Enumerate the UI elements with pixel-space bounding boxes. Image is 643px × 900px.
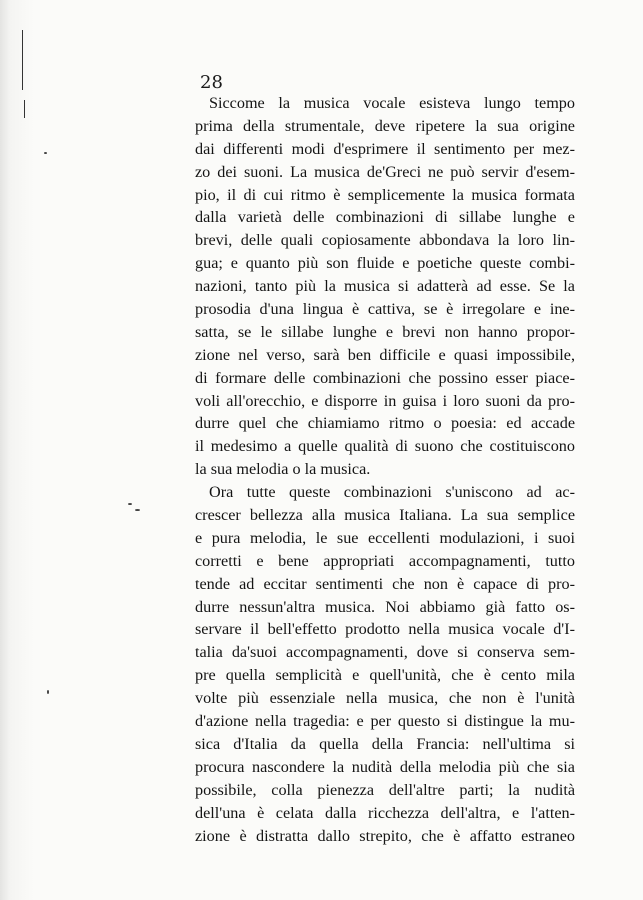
text-line: talia da'suoi accompagnamenti, dove si conserva sem- bbox=[195, 643, 575, 662]
text-line: Ora tutte queste combinazioni s'uniscono ad ac- bbox=[209, 483, 575, 502]
page-binding-edge bbox=[0, 0, 34, 900]
text-line: volte più essenziale nella musica, che non è l'unità bbox=[195, 689, 575, 708]
text-line: voli all'orecchio, e disporre in guisa i loro suoni da pro- bbox=[195, 391, 575, 410]
text-line: tende ad eccitar sentimenti che non è capace di pro- bbox=[195, 574, 575, 593]
text-line: la sua melodia o la musica. bbox=[195, 460, 371, 479]
text-line: Siccome la musica vocale esisteva lungo tempo bbox=[209, 94, 575, 112]
text-line: dai differenti modi d'esprimere il sentimento per mez- bbox=[195, 139, 575, 158]
text-line: corretti e bene appropriati accompagnamenti, tutto bbox=[195, 551, 575, 570]
ink-speck bbox=[47, 690, 49, 694]
paragraph bbox=[195, 481, 575, 847]
text-line: satta, se le sillabe lunghe e brevi non hanno propor- bbox=[195, 322, 575, 341]
text-line: brevi, delle quali copiosamente abbondava la loro lin- bbox=[195, 231, 575, 250]
text-line: durre nessun'altra musica. Noi abbiamo già fatto os- bbox=[195, 597, 575, 616]
text-line: il medesimo a quelle qualità di suono che costituiscono bbox=[195, 437, 575, 456]
text-line: prosodia d'una lingua è cattiva, se è irregolare e ine- bbox=[195, 300, 575, 319]
binding-mark bbox=[24, 100, 25, 118]
text-line: zione nel verso, sarà ben difficile e quasi impossibile, bbox=[195, 345, 575, 364]
text-line: dell'una è celata dalla ricchezza dell'altra, e l'atten- bbox=[195, 803, 575, 822]
text-line: sica d'Italia da quella della Francia: nell'ultima si bbox=[195, 734, 575, 753]
text-line: durre quel che chiamiamo ritmo o poesia: ed accade bbox=[195, 414, 575, 433]
text-line: zione è distratta dallo strepito, che è affatto estraneo bbox=[195, 826, 575, 845]
page-number: 28 bbox=[200, 72, 223, 93]
text-line: crescer bellezza alla musica Italiana. La sua semplice bbox=[195, 506, 575, 525]
ink-speck bbox=[44, 152, 47, 154]
text-line: di formare delle combinazioni che possino esser piace- bbox=[195, 368, 575, 387]
text-line: zo dei suoni. La musica de'Greci ne può servir d'esem- bbox=[195, 162, 575, 181]
text-line: dalla varietà delle combinazioni di sillabe lunghe e bbox=[195, 208, 575, 227]
binding-mark bbox=[22, 30, 23, 90]
text-line: gua; e quanto più son fluide e poetiche queste combi- bbox=[195, 254, 575, 273]
body-text bbox=[195, 92, 575, 847]
text-line: nazioni, tanto più la musica si adatterà ad esse. Se la bbox=[195, 277, 575, 296]
text-line: possibile, colla pienezza dell'altre parti; la nudità bbox=[195, 780, 575, 799]
ink-speck bbox=[135, 509, 140, 511]
text-line: procura nascondere la nudità della melodia più che sia bbox=[195, 757, 575, 776]
text-line: servare il bell'effetto prodotto nella musica vocale d'I- bbox=[195, 620, 575, 639]
ink-speck bbox=[128, 503, 132, 505]
text-line: d'azione nella tragedia: e per questo si distingue la mu- bbox=[195, 712, 575, 731]
text-line: pio, il di cui ritmo è semplicemente la musica formata bbox=[195, 185, 575, 204]
text-line: pre quella semplicità e quell'unità, che è cento mila bbox=[195, 666, 575, 685]
paragraph bbox=[195, 92, 575, 481]
text-line: e pura melodia, le sue eccellenti modulazioni, i suoi bbox=[195, 528, 575, 547]
text-line: prima della strumentale, deve ripetere la sua origine bbox=[195, 116, 575, 135]
